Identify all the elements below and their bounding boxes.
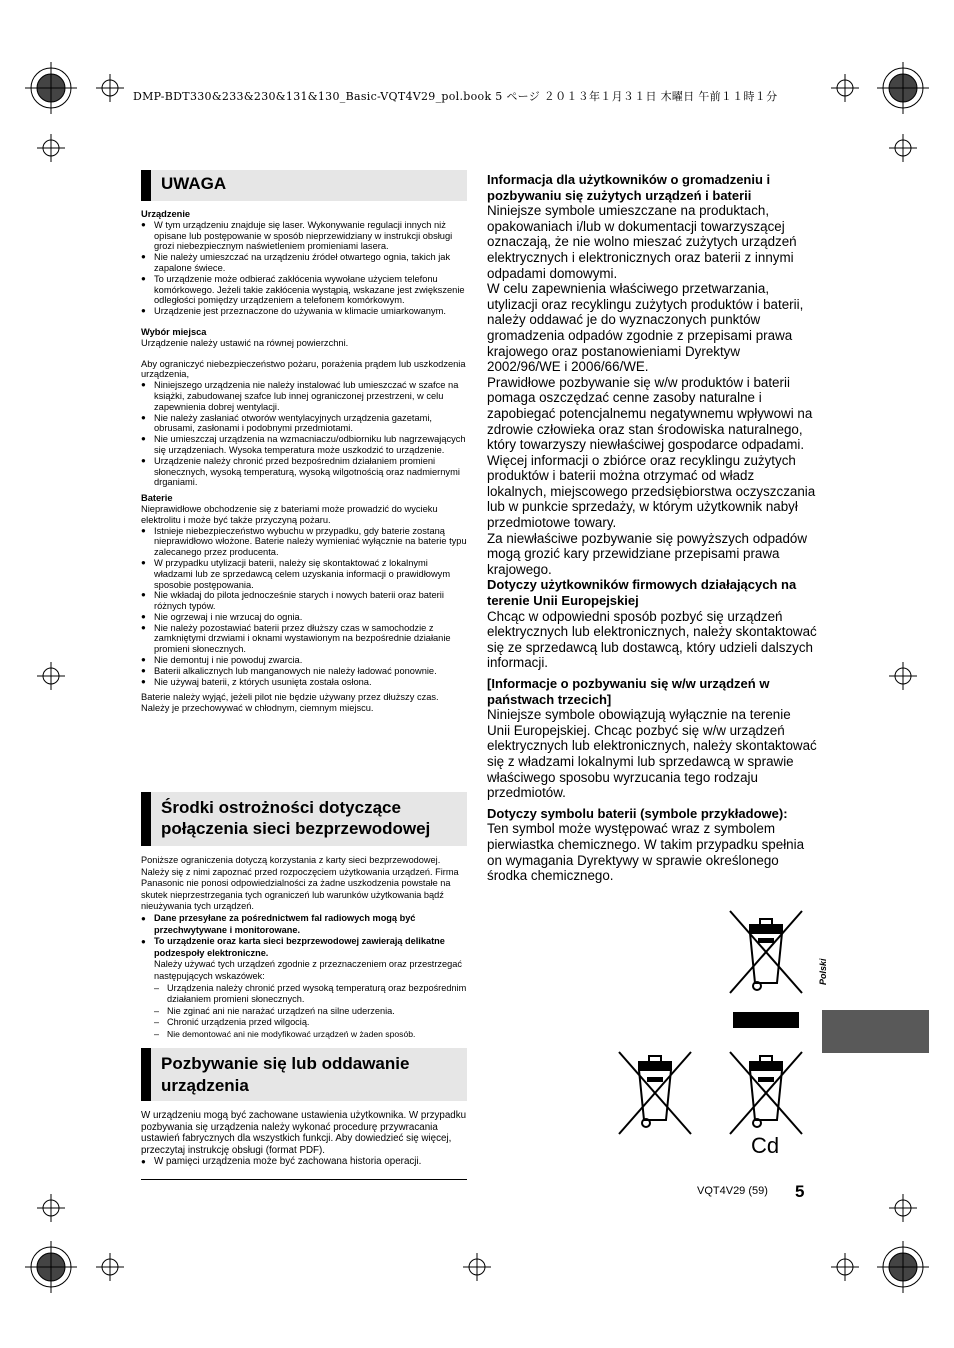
battery-symbol-heading: Dotyczy symbolu baterii (symbole przykładowe): xyxy=(487,805,788,821)
list-item: ● W tym urządzeniu znajduje się laser. Wykonywanie regulacji innych niż opisane lub postępowanie w sposób nieprzewidziany w instrukcji obsługi grozi niebezpiecznym naświetleniem promieniami lasera. xyxy=(141,220,467,252)
list-item: ● To urządzenie może odbierać zakłócenia wywołane użyciem telefonu komórkowego. Jeżeli takie zakłócenia wystąpią, wskazane jest zwiększenie odległości pomiędzy urządzeniem a telefonem komórkowym. xyxy=(141,274,467,306)
disposal-list xyxy=(141,1156,467,1168)
header-bar xyxy=(141,1048,151,1101)
wireless-body xyxy=(141,855,467,1041)
wireless-dash-list xyxy=(154,983,467,1041)
list-item: ● Nie należy umieszczać na urządzeniu źródeł otwartego ognia, takich jak zapalone świece. xyxy=(141,252,467,274)
device-heading: Urządzenie xyxy=(141,209,191,219)
list-item: ● Istnieje niebezpieczeństwo wybuchu w przypadku, gdy baterie zostaną nieprawidłowo włożone. Baterie należy wymieniać wyłącznie na baterie typu zalecanego przez producenta. xyxy=(141,526,467,558)
item-text: Należy używać tych urządzeń zgodnie z przeznaczeniem oraz przestrzegać następujących wskazówek: xyxy=(154,959,462,981)
title-line: Pozbywanie się lub oddawanie xyxy=(161,1054,410,1073)
paragraph: Ten symbol może występować wraz z symbolem pierwiastka chemicznego. W takim przypadku spełnia on wymagania Dyrektywy w sprawie określonego środka chemicznego. xyxy=(487,821,805,884)
paragraph: Więcej informacji o zbiórce oraz recyklingu zużytych produktów i baterii można otrzymać od władz lokalnych, miejscowego przedsiębiorstwa oczyszczania lub w punkcie sprzedaży, w którym użytkownik nabył przedmiotowe towary. xyxy=(487,452,816,531)
divider xyxy=(141,1179,467,1180)
dash-item: – Urządzenia należy chronić przed wysoką temperaturą oraz bezpośrednim działaniem promieni słonecznych. xyxy=(154,983,467,1006)
list-item: ● Nie demontuj i nie powoduj zwarcia. xyxy=(141,655,467,666)
section-header-disposal xyxy=(141,1048,467,1101)
paragraph: Niniejsze symbole umieszczane na produktach, opakowaniach i/lub w dokumentacji towarzyszącej oznaczają, że nie wolno mieszać zużytych urządzeń elektrycznych i elektronicznych oraz baterii z innymi odpadami domowymi. xyxy=(487,203,797,281)
list-item xyxy=(141,936,467,1040)
header-bar xyxy=(141,170,151,201)
list-item: ● Dane przesyłane za pośrednictwem fal radiowych mogą być przechwytywane i monitorowane. xyxy=(141,913,467,936)
paragraph: W celu zapewnienia właściwego przetwarzania, utylizacji oraz recyklingu zużytych produktów i baterii, należy oddawać je do wyznaczonych punktów gromadzenia odpadów zgodnie z przepisami prawa krajowego oraz postanowieniami Dyrektyw 2002/96/WE i 2006/66/WE. xyxy=(487,281,804,375)
uwaga-body xyxy=(141,209,467,714)
paragraph: Za niewłaściwe pozbywanie się powyższych odpadów mogą grozić kary przewidziane przepisami prawa krajowego. xyxy=(487,530,808,577)
header-bar xyxy=(141,792,151,846)
right-column xyxy=(487,172,817,884)
title-line: urządzenia xyxy=(161,1076,249,1095)
disposal-text: W urządzeniu mogą być zachowane ustawienia użytkownika. W przypadku pozbywania się urządzenia należy wykonać procedurę przywracania ustawień fabrycznych dla wszystkich funkcji. Aby dowiedzieć się więcej, przeczytaj instrukcję obsługi (format PDF). xyxy=(141,1110,467,1156)
paragraph: Chcąc w odpowiedni sposób pozbyć się urządzeń elektrycznych lub elektronicznych, należy skontaktować się ze sprzedawcą lub dostawcą, który udzieli dalszych informacji. xyxy=(487,608,817,671)
page-number: 5 xyxy=(795,1182,805,1201)
list-item: ● Nie używaj baterii, z których usunięta została osłona. xyxy=(141,677,467,688)
battery-heading: Baterie xyxy=(141,493,173,504)
device-list xyxy=(141,220,467,317)
battery-bin-icon xyxy=(613,1050,697,1140)
dash-item: – Chronić urządzenia przed wilgocią. xyxy=(154,1017,467,1029)
battery-text: Nieprawidłowe obchodzenie się z bateriami może prowadzić do wycieku elektrolitu i może być także przyczyną pożaru. xyxy=(141,503,438,525)
list-item: ● W pamięci urządzenia może być zachowana historia operacji. xyxy=(141,1156,467,1168)
list-item: ● Nie ogrzewaj i nie wrzucaj do ognia. xyxy=(141,612,467,623)
section-title xyxy=(161,1053,409,1097)
list-item: ● Nie należy zasłaniać otworów wentylacyjnych urządzenia gazetami, obrusami, zasłonami i podobnymi przedmiotami. xyxy=(141,413,467,435)
paragraph: Prawidłowe pozbywanie się w/w produktów i baterii pomaga oszczędzać cenne zasoby naturalne i zapobiegać potencjalnemu negatywnemu wpływowi na zdrowie człowieka oraz stan środowiska naturalnego, który towarzyszy niewłaściwej gospodarce odpadami. xyxy=(487,374,813,453)
title-line: połączenia sieci bezprzewodowej xyxy=(161,819,431,838)
cd-label: Cd xyxy=(751,1133,780,1158)
dash-item: – Nie zginać ani nie narażać urządzeń na silne uderzenia. xyxy=(154,1006,467,1018)
title-line: Środki ostrożności dotyczące xyxy=(161,798,401,817)
dash-item: – Nie demontować ani nie modyfikować urządzeń w żaden sposób. xyxy=(154,1029,467,1041)
third-countries-heading: [Informacje o pozbywaniu się w/w urządzeń w państwach trzecich] xyxy=(487,676,770,707)
section-title: UWAGA xyxy=(161,174,227,193)
battery-list xyxy=(141,526,467,688)
fire-text: Aby ograniczyć niebezpieczeństwo pożaru, porażenia prądem lub uszkodzenia urządzenia, xyxy=(141,358,466,380)
fire-list xyxy=(141,380,467,488)
section-title xyxy=(161,797,430,839)
business-heading: Dotyczy użytkowników firmowych działających na terenie Unii Europejskiej xyxy=(487,577,797,609)
list-item: ● Nie umieszczaj urządzenia na wzmacniaczu/odbiorniku lub nagrzewających się urządzeniach. Wysoka temperatura może uszkodzić to urządzenie. xyxy=(141,434,467,456)
list-item: ● Urządzenie należy chronić przed bezpośrednim działaniem promieni słonecznych, wysoką temperaturą, wysoką wilgotnością oraz nadmiernymi drganiami. xyxy=(141,456,467,488)
wheelie-bin-icon xyxy=(724,907,808,997)
place-text: Urządzenie należy ustawić na równej powierzchni. xyxy=(141,337,349,348)
wireless-text: Poniższe ograniczenia dotyczą korzystania z karty sieci bezprzewodowej. Należy się z nimi zapoznać przed rozpoczęciem użytkowania urządzeń. Firma Panasonic nie ponosi odpowiedzialności za żadne uszkodzenia powstałe na skutek nieprzestrzegania tych ograniczeń lub warunków użytkowania bądź nieużywania tych urządzeń. xyxy=(141,855,459,912)
list-item: ● Urządzenie jest przeznaczone do używania w klimacie umiarkowanym. xyxy=(141,306,467,317)
section-header-wireless xyxy=(141,792,467,846)
list-item: ● Baterii alkalicznych lub manganowych nie należy ładować ponownie. xyxy=(141,666,467,677)
solid-bar xyxy=(733,1012,799,1028)
list-item: ● Nie wkładaj do pilota jednocześnie starych i nowych baterii oraz baterii różnych typów. xyxy=(141,590,467,612)
wireless-list xyxy=(141,913,467,1041)
list-item: ● Nie należy pozostawiać baterii przez dłuższy czas w samochodzie z zamkniętymi drzwiami i oknami wystawionym na bezpośrednie działanie promieni słonecznych. xyxy=(141,623,467,655)
language-tab xyxy=(822,1010,929,1053)
item-bold: To urządzenie oraz karta sieci bezprzewodowej zawierają delikatne podzespoły elektroniczne. xyxy=(154,936,445,958)
crop-header: DMP-BDT330&233&230&131&130_Basic-VQT4V29_pol.book 5 ページ ２０１３年１月３１日 木曜日 午前１１時１分 xyxy=(133,90,778,103)
list-item: ● W przypadku utylizacji baterii, należy się skontaktować z lokalnymi władzami lub ze sprzedawcą celem uzyskania informacji o prawidłowym sposobie postępowania. xyxy=(141,558,467,590)
paragraph: Niniejsze symbole obowiązują wyłącznie na terenie Unii Europejskiej. Chcąc pozbyć się w/w urządzeń elektrycznych lub elektronicznych, należy skontaktować się z władzami lokalnymi lub sprzedawcą w sprawie właściwego sposobu wyrzucania tego rodzaju przedmiotów. xyxy=(487,707,817,801)
info-heading: Informacja dla użytkowników o gromadzeniu i pozbywaniu się zużytych urządzeń i baterii xyxy=(487,172,771,203)
language-label: Polski xyxy=(818,958,828,985)
list-item: ● Niniejszego urządzenia nie należy instalować lub umieszczać w szafce na książki, zabudowanej szafce lub innej ograniczonej przestrzeni, w celu zapewnienia dobrej wentylacji. xyxy=(141,380,467,412)
battery-bin-cd-icon xyxy=(724,1050,808,1140)
section-header-uwaga xyxy=(141,170,467,201)
disposal-body xyxy=(141,1110,467,1168)
place-heading: Wybór miejsca xyxy=(141,326,207,337)
footer-code: VQT4V29 (59) xyxy=(697,1185,768,1197)
battery-note: Baterie należy wyjąć, jeżeli pilot nie będzie używany przez dłuższy czas. Należy je przechowywać w chłodnym, ciemnym miejscu. xyxy=(141,692,439,714)
